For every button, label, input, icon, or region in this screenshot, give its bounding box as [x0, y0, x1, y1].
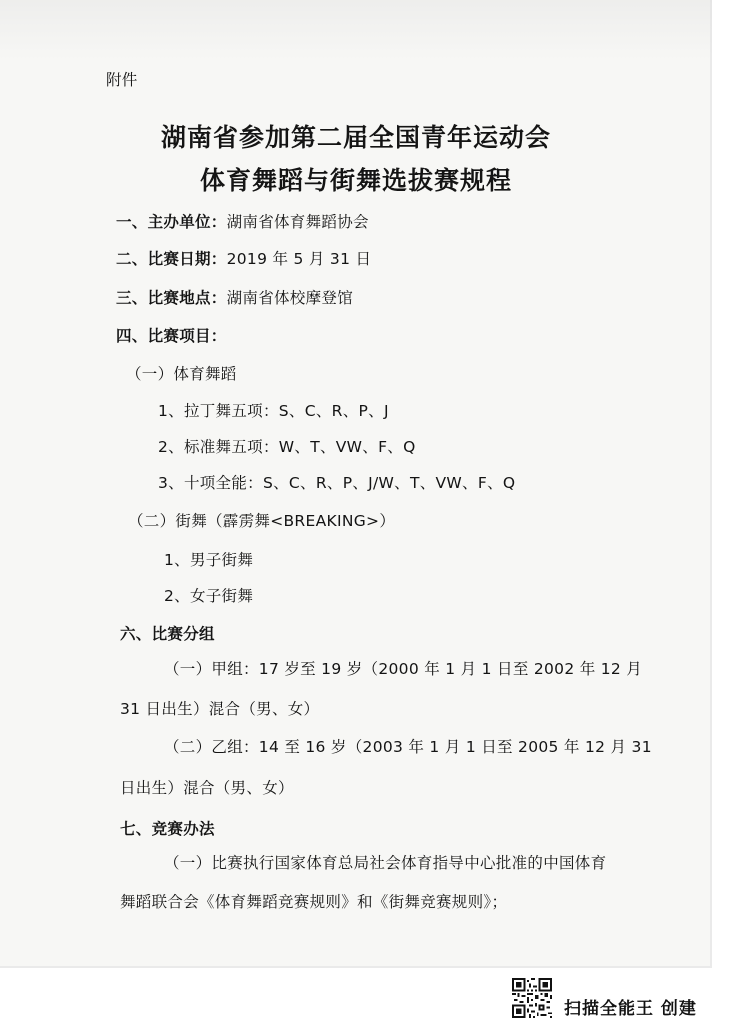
section-date-value: 2019 年 5 月 31 日 — [226, 250, 372, 268]
section-organizer-heading: 一、主办单位： — [116, 213, 227, 231]
groups-b-line-2: 日出生）混合（男、女） — [120, 779, 294, 797]
events-street-men: 1、男子街舞 — [164, 551, 254, 569]
page-title-line-2: 体育舞蹈与街舞选拔赛规程 — [199, 166, 512, 195]
section-venue — [116, 288, 353, 308]
events-standard: 2、标准舞五项：W、T、VW、F、Q — [158, 438, 416, 456]
section-groups-heading: 六、比赛分组 — [120, 625, 215, 643]
groups-a-line-1: （一）甲组：17 岁至 19 岁（2000 年 1 月 1 日至 2002 年 12 月 — [164, 660, 643, 678]
method-a-line-2: 舞蹈联合会《体育舞蹈竞赛规则》和《街舞竞赛规则》； — [120, 893, 508, 911]
scanner-watermark — [512, 970, 722, 1026]
attachment-label: 附件 — [106, 71, 138, 89]
events-street-dance: （二）街舞（霹雳舞<BREAKING>） — [128, 512, 396, 530]
method-a-line-1: （一）比赛执行国家体育总局社会体育指导中心批准的中国体育 — [164, 854, 607, 872]
scanner-watermark-text: 扫描全能王 创建 — [564, 999, 697, 1019]
events-street-women: 2、女子街舞 — [164, 587, 254, 605]
section-organizer-value: 湖南省体育舞蹈协会 — [226, 213, 369, 231]
section-method-heading: 七、竞赛办法 — [120, 820, 215, 838]
section-date — [116, 249, 371, 269]
groups-a-line-2: 31 日出生）混合（男、女） — [120, 700, 320, 718]
section-events-heading: 四、比赛项目： — [116, 327, 227, 345]
events-latin: 1、拉丁舞五项：S、C、R、P、J — [158, 402, 389, 420]
section-date-heading: 二、比赛日期： — [116, 250, 227, 268]
groups-b-line-1: （二）乙组：14 至 16 岁（2003 年 1 月 1 日至 2005 年 12 月 31 — [164, 738, 652, 756]
section-organizer — [116, 212, 369, 232]
events-sport-dance: （一）体育舞蹈 — [126, 365, 237, 383]
section-venue-heading: 三、比赛地点： — [116, 289, 227, 307]
qr-code-icon — [512, 978, 552, 1018]
section-venue-value: 湖南省体校摩登馆 — [226, 289, 354, 307]
events-ten-dance: 3、十项全能：S、C、R、P、J/W、T、VW、F、Q — [158, 474, 516, 492]
page-title-line-1: 湖南省参加第二届全国青年运动会 — [160, 123, 551, 152]
